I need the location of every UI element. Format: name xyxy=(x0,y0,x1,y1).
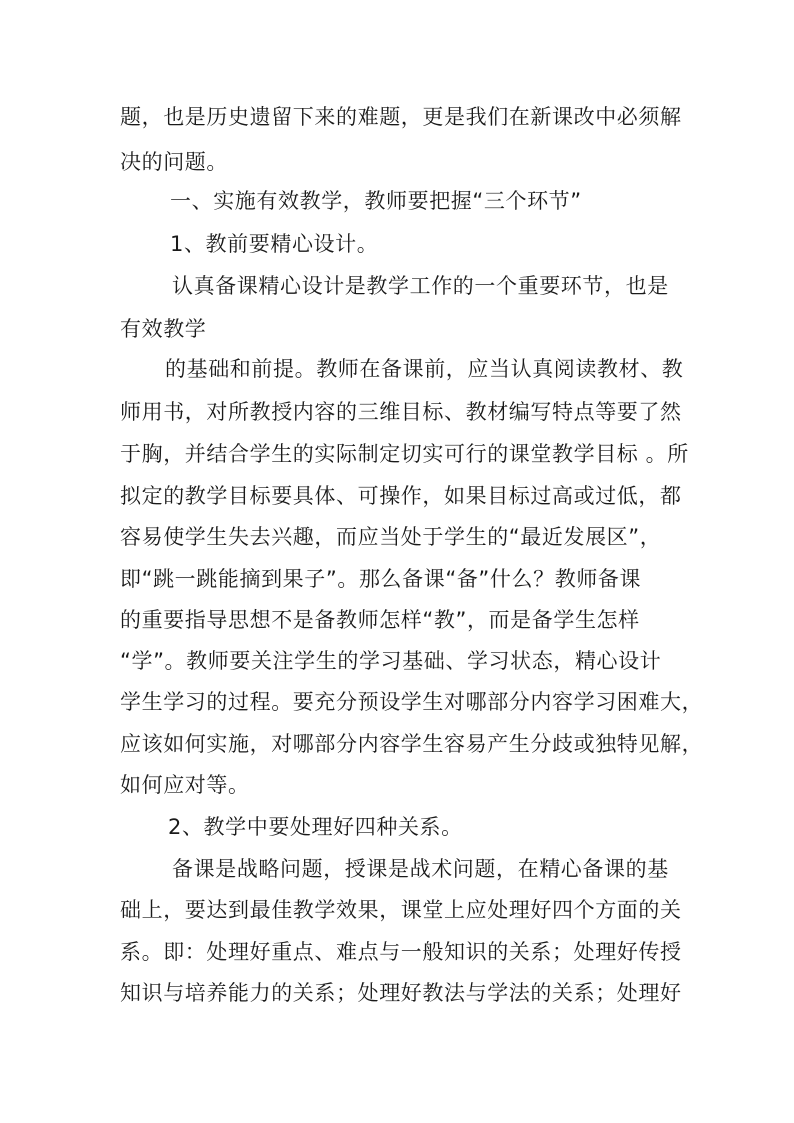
text-line: 师用书，对所教授内容的三维目标、教材编写特点等要了然 xyxy=(120,400,682,424)
text-line: 应该如何实施，对哪部分内容学生容易产生分歧或独特见解， xyxy=(120,732,704,756)
text-line: 容易使学生失去兴趣，而应当处于学生的“最近发展区”， xyxy=(120,525,662,549)
text-line: 有效教学 xyxy=(120,317,207,341)
text-line: 于胸，并结合学生的实际制定切实可行的课堂教学目标 。所 xyxy=(120,442,689,466)
subsection-heading: 2、教学中要处理好四种关系。 xyxy=(168,815,463,839)
text-line: 础上，要达到最佳教学效果，课堂上应处理好四个方面的关 xyxy=(120,898,682,922)
text-line: 如何应对等。 xyxy=(120,773,250,797)
text-line: 认真备课精心设计是教学工作的一个重要环节，也是 xyxy=(172,274,669,298)
text-line: 系。即：处理好重点、难点与一般知识的关系；处理好传授 xyxy=(120,940,682,964)
text-line: 知识与培养能力的关系；处理好教法与学法的关系；处理好 xyxy=(120,981,682,1005)
section-heading: 一、实施有效教学，教师要把握“三个环节” xyxy=(170,189,582,213)
text-line: 的基础和前提。教师在备课前，应当认真阅读教材、教 xyxy=(165,357,684,381)
text-line: 拟定的教学目标要具体、可操作，如果目标过高或过低，都 xyxy=(120,484,682,508)
text-line: 即“跳一跳能摘到果子”。那么备课“备”什么？教师备课 xyxy=(120,567,642,591)
text-line: 题，也是历史遗留下来的难题，更是我们在新课改中必须解 xyxy=(120,105,682,129)
text-line: 学生学习的过程。要充分预设学生对哪部分内容学习困难大， xyxy=(120,690,704,714)
text-line: 备课是战略问题，授课是战术问题，在精心备课的基 xyxy=(172,857,669,881)
text-line: “学”。教师要关注学生的学习基础、学习状态，精心设计 xyxy=(120,649,662,673)
text-line: 的重要指导思想不是备教师怎样“教”，而是备学生怎样 xyxy=(120,608,640,632)
text-line: 决的问题。 xyxy=(120,150,228,174)
subsection-heading: 1、教前要精心设计。 xyxy=(170,232,379,256)
